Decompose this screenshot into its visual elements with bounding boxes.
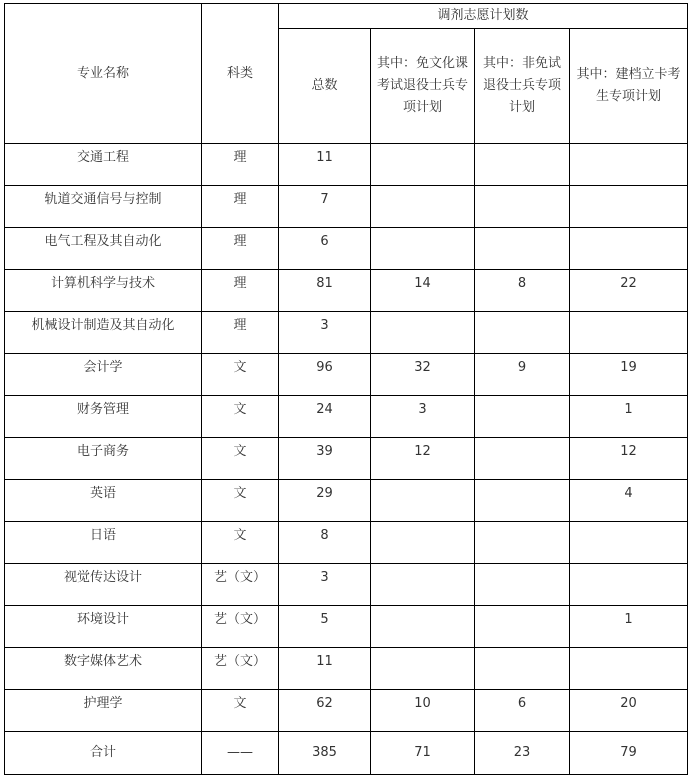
table-row bbox=[5, 354, 688, 396]
cell-poverty bbox=[570, 648, 688, 690]
table-row bbox=[5, 522, 688, 564]
cell-category: 文 bbox=[202, 522, 279, 564]
cell-total: 39 bbox=[279, 438, 371, 480]
cell-category: 文 bbox=[202, 396, 279, 438]
cell-category: 艺（文） bbox=[202, 648, 279, 690]
table-row bbox=[5, 438, 688, 480]
cell-retired-exempt bbox=[371, 312, 475, 354]
cell-category: 理 bbox=[202, 312, 279, 354]
cell-retired-nonexempt bbox=[475, 396, 570, 438]
cell-category: 文 bbox=[202, 438, 279, 480]
cell-retired-nonexempt bbox=[475, 186, 570, 228]
cell-retired-exempt bbox=[371, 564, 475, 606]
cell-poverty bbox=[570, 144, 688, 186]
cell-retired-nonexempt bbox=[475, 144, 570, 186]
cell-major: 护理学 bbox=[5, 690, 202, 732]
cell-category: 理 bbox=[202, 228, 279, 270]
header-total: 总数 bbox=[279, 29, 371, 144]
cell-retired-exempt bbox=[371, 144, 475, 186]
cell-retired-exempt bbox=[371, 522, 475, 564]
cell-retired-exempt bbox=[371, 606, 475, 648]
cell-retired-nonexempt bbox=[475, 648, 570, 690]
table-row bbox=[5, 228, 688, 270]
cell-poverty: 1 bbox=[570, 606, 688, 648]
cell-major: 交通工程 bbox=[5, 144, 202, 186]
cell-poverty bbox=[570, 564, 688, 606]
cell-major: 财务管理 bbox=[5, 396, 202, 438]
cell-major: 视觉传达设计 bbox=[5, 564, 202, 606]
cell-retired-nonexempt: 8 bbox=[475, 270, 570, 312]
cell-retired-nonexempt bbox=[475, 606, 570, 648]
cell-retired-nonexempt bbox=[475, 522, 570, 564]
cell-major: 轨道交通信号与控制 bbox=[5, 186, 202, 228]
cell-poverty bbox=[570, 228, 688, 270]
admission-plan-table bbox=[4, 3, 688, 775]
cell-retired-exempt bbox=[371, 186, 475, 228]
table-row bbox=[5, 648, 688, 690]
cell-retired-exempt bbox=[371, 648, 475, 690]
table-body bbox=[5, 144, 688, 732]
table-row bbox=[5, 690, 688, 732]
header-retired-exempt: 其中：免文化课考试退役士兵专项计划 bbox=[371, 29, 475, 144]
total-poverty: 79 bbox=[570, 732, 688, 775]
table-row bbox=[5, 564, 688, 606]
cell-category: 艺（文） bbox=[202, 606, 279, 648]
cell-major: 英语 bbox=[5, 480, 202, 522]
header-major: 专业名称 bbox=[5, 4, 202, 144]
cell-category: 理 bbox=[202, 186, 279, 228]
cell-poverty: 12 bbox=[570, 438, 688, 480]
total-retired-nonexempt: 23 bbox=[475, 732, 570, 775]
header-retired-nonexempt: 其中：非免试退役士兵专项计划 bbox=[475, 29, 570, 144]
cell-retired-exempt: 12 bbox=[371, 438, 475, 480]
cell-total: 11 bbox=[279, 144, 371, 186]
cell-major: 数字媒体艺术 bbox=[5, 648, 202, 690]
header-poverty: 其中：建档立卡考生专项计划 bbox=[570, 29, 688, 144]
cell-retired-nonexempt: 9 bbox=[475, 354, 570, 396]
cell-major: 会计学 bbox=[5, 354, 202, 396]
cell-retired-exempt: 32 bbox=[371, 354, 475, 396]
total-category: —— bbox=[202, 732, 279, 775]
cell-poverty: 20 bbox=[570, 690, 688, 732]
cell-total: 81 bbox=[279, 270, 371, 312]
cell-poverty: 22 bbox=[570, 270, 688, 312]
cell-retired-exempt: 3 bbox=[371, 396, 475, 438]
cell-total: 24 bbox=[279, 396, 371, 438]
cell-poverty bbox=[570, 312, 688, 354]
cell-total: 3 bbox=[279, 564, 371, 606]
table-row bbox=[5, 144, 688, 186]
cell-category: 文 bbox=[202, 354, 279, 396]
cell-retired-nonexempt bbox=[475, 312, 570, 354]
cell-poverty: 4 bbox=[570, 480, 688, 522]
cell-total: 29 bbox=[279, 480, 371, 522]
cell-retired-nonexempt bbox=[475, 480, 570, 522]
cell-total: 8 bbox=[279, 522, 371, 564]
cell-category: 艺（文） bbox=[202, 564, 279, 606]
table-row bbox=[5, 606, 688, 648]
cell-retired-nonexempt bbox=[475, 564, 570, 606]
cell-major: 计算机科学与技术 bbox=[5, 270, 202, 312]
total-label: 合计 bbox=[5, 732, 202, 775]
cell-total: 6 bbox=[279, 228, 371, 270]
cell-poverty: 19 bbox=[570, 354, 688, 396]
cell-total: 11 bbox=[279, 648, 371, 690]
table-row bbox=[5, 480, 688, 522]
cell-category: 文 bbox=[202, 480, 279, 522]
cell-total: 3 bbox=[279, 312, 371, 354]
cell-poverty bbox=[570, 186, 688, 228]
total-row bbox=[5, 732, 688, 775]
cell-retired-exempt bbox=[371, 228, 475, 270]
cell-total: 96 bbox=[279, 354, 371, 396]
table-row bbox=[5, 396, 688, 438]
cell-major: 电气工程及其自动化 bbox=[5, 228, 202, 270]
cell-retired-nonexempt bbox=[475, 228, 570, 270]
cell-total: 5 bbox=[279, 606, 371, 648]
table-row bbox=[5, 186, 688, 228]
table-row bbox=[5, 270, 688, 312]
total-total: 385 bbox=[279, 732, 371, 775]
cell-major: 环境设计 bbox=[5, 606, 202, 648]
cell-category: 文 bbox=[202, 690, 279, 732]
cell-category: 理 bbox=[202, 144, 279, 186]
header-group: 调剂志愿计划数 bbox=[279, 4, 688, 29]
cell-retired-exempt bbox=[371, 480, 475, 522]
cell-poverty: 1 bbox=[570, 396, 688, 438]
cell-major: 日语 bbox=[5, 522, 202, 564]
cell-major: 电子商务 bbox=[5, 438, 202, 480]
header-category: 科类 bbox=[202, 4, 279, 144]
cell-retired-nonexempt: 6 bbox=[475, 690, 570, 732]
cell-total: 62 bbox=[279, 690, 371, 732]
cell-retired-exempt: 10 bbox=[371, 690, 475, 732]
cell-retired-exempt: 14 bbox=[371, 270, 475, 312]
cell-category: 理 bbox=[202, 270, 279, 312]
cell-major: 机械设计制造及其自动化 bbox=[5, 312, 202, 354]
cell-total: 7 bbox=[279, 186, 371, 228]
cell-poverty bbox=[570, 522, 688, 564]
total-retired-exempt: 71 bbox=[371, 732, 475, 775]
cell-retired-nonexempt bbox=[475, 438, 570, 480]
table-row bbox=[5, 312, 688, 354]
